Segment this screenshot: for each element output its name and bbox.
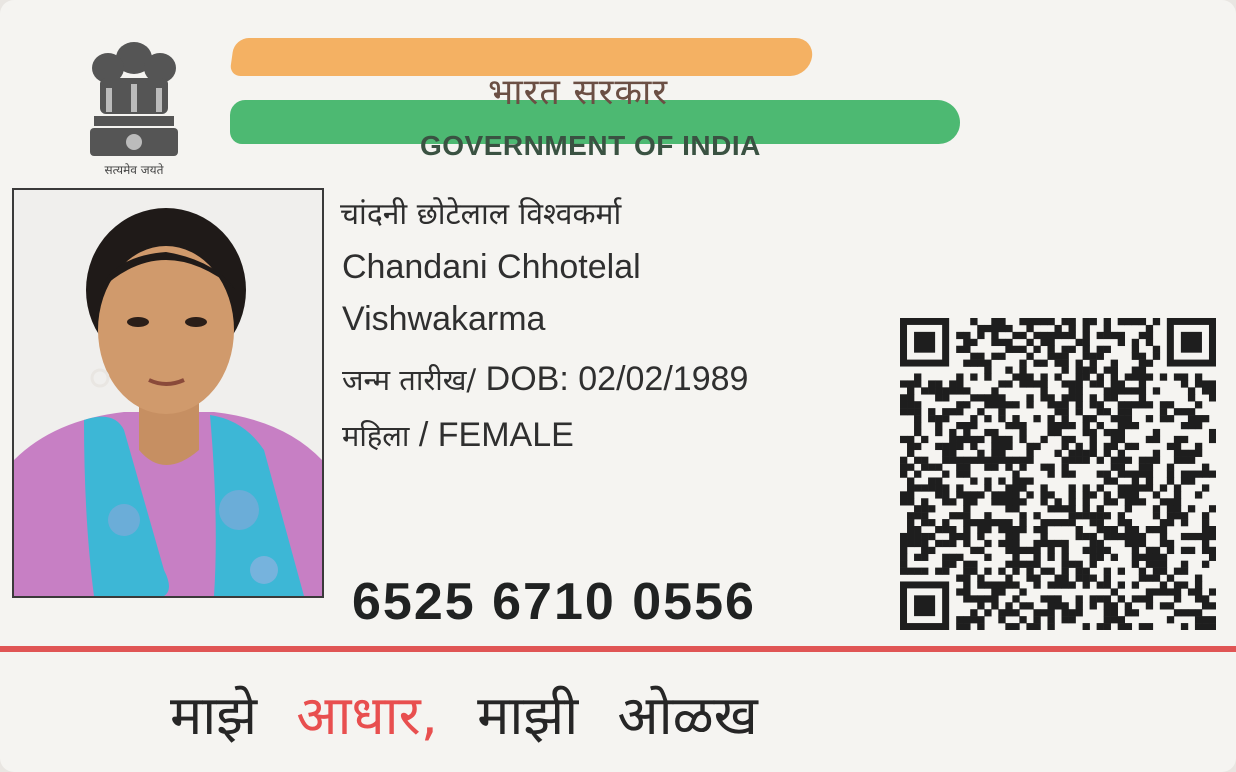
dob-label-hindi: जन्म तारीख/ bbox=[342, 363, 477, 397]
tagline-word-4: ओळख bbox=[617, 684, 758, 747]
tagline-word-aadhaar: आधार, bbox=[296, 684, 438, 747]
tagline-word-3: माझी bbox=[477, 684, 579, 747]
tagline-word-1: माझे bbox=[170, 684, 258, 747]
dob-label-english: DOB: bbox=[485, 360, 569, 398]
aadhaar-number: 6525 6710 0556 bbox=[352, 573, 756, 631]
portrait-image bbox=[14, 190, 322, 596]
government-title-english: GOVERNMENT OF INDIA bbox=[420, 130, 761, 161]
gender-hindi: महिला bbox=[342, 419, 410, 453]
qr-code bbox=[900, 318, 1216, 630]
holder-photo bbox=[12, 188, 324, 598]
divider-line bbox=[0, 646, 1236, 652]
emblem-motto: सत्यमेव जयते bbox=[104, 163, 164, 177]
gender bbox=[342, 416, 574, 455]
holder-name-english-line1: Chandani Chhotelal bbox=[342, 248, 641, 286]
holder-name-english-line2: Vishwakarma bbox=[342, 300, 546, 338]
holder-name-hindi: चांदनी छोटेलाल विश्वकर्मा bbox=[340, 197, 622, 232]
dob-value: 02/02/1989 bbox=[578, 360, 749, 398]
tagline bbox=[170, 676, 780, 750]
gender-english: / FEMALE bbox=[418, 416, 574, 454]
national-emblem-icon bbox=[76, 22, 192, 182]
date-of-birth bbox=[342, 360, 748, 399]
government-title-hindi: भारत सरकार bbox=[488, 72, 669, 113]
